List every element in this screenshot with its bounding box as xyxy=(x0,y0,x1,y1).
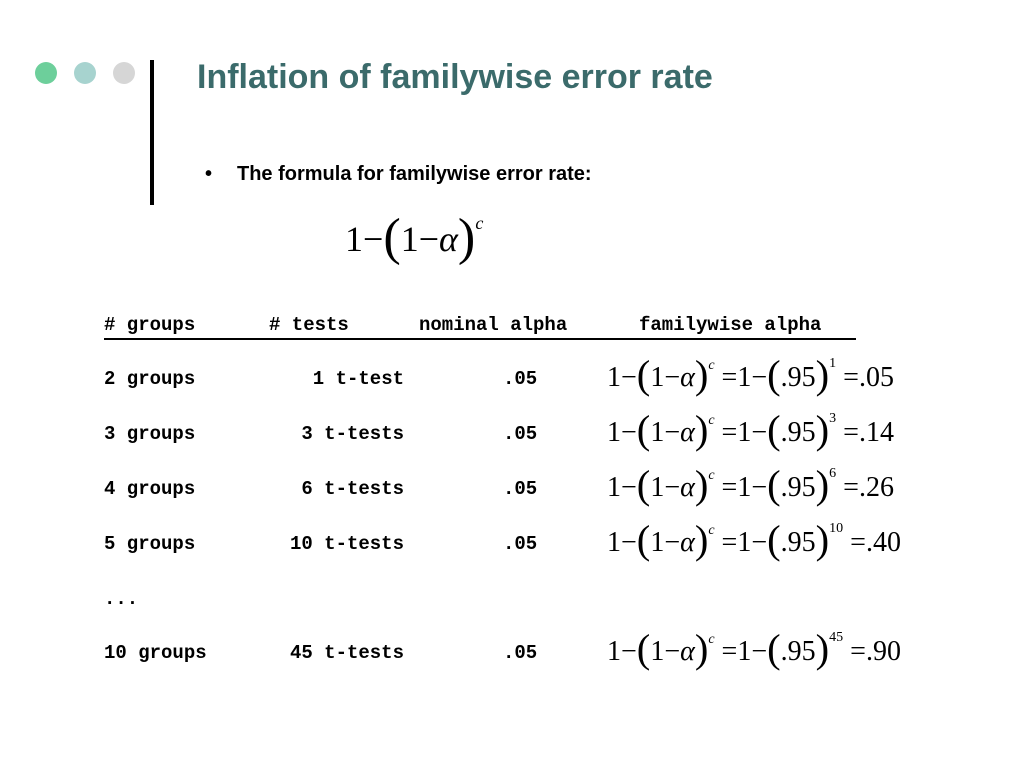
row-formula-exponent: c xyxy=(708,631,715,647)
row-formula-exponent: c xyxy=(708,522,715,538)
row-formula-equals: = xyxy=(721,527,738,558)
row-formula-one-inner: 1 xyxy=(650,472,665,503)
bullet-item xyxy=(205,163,592,186)
row-formula-equals: = xyxy=(721,636,738,667)
decorative-dot-teal xyxy=(74,62,96,84)
decorative-dot-green xyxy=(35,62,57,84)
row-formula-equals-2: = xyxy=(843,417,859,448)
formula-minus-inner: − xyxy=(418,219,440,259)
row-formula-equals: = xyxy=(721,417,738,448)
row-power: 45 xyxy=(829,630,844,646)
row-formula-one: 1 xyxy=(607,472,621,503)
row-groups: 2 groups xyxy=(104,368,196,390)
row-familywise-formula: $1-(1-\alpha)^c =1-(.95)^{45} =.90$ xyxy=(607,626,901,672)
header-groups: # groups xyxy=(104,314,196,336)
row-nominal-alpha: .05 xyxy=(503,423,538,445)
formula-one: 1 xyxy=(345,219,363,259)
slide-title: Inflation of familywise error rate xyxy=(197,58,713,96)
row-power: 10 xyxy=(829,521,844,537)
row-familywise-formula: $1-(1-\alpha)^c =1-(.95)^1 =.05$ xyxy=(607,352,894,398)
row-formula-one: 1 xyxy=(607,417,621,448)
row-groups: 4 groups xyxy=(104,478,196,500)
row-tests: 6 t-tests xyxy=(301,478,404,500)
row-formula-one-rhs: 1 xyxy=(737,527,752,558)
row-formula-minus-rhs: − xyxy=(751,472,768,503)
row-formula-equals: = xyxy=(721,362,738,393)
row-formula-base: .95 xyxy=(780,362,816,393)
row-formula-equals-2: = xyxy=(850,527,866,558)
row-result: .14 xyxy=(858,417,894,448)
row-power: 6 xyxy=(829,466,837,482)
bullet-marker: • xyxy=(205,163,213,185)
row-formula-one-rhs: 1 xyxy=(737,472,752,503)
row-formula-exponent: c xyxy=(708,467,715,483)
row-nominal-alpha: .05 xyxy=(503,478,538,500)
row-tests: 10 t-tests xyxy=(289,533,404,555)
row-power: 1 xyxy=(829,356,837,372)
row-formula-one-inner: 1 xyxy=(650,362,665,393)
formula-minus: − xyxy=(363,219,384,259)
row-formula-minus-inner: − xyxy=(664,527,681,558)
row-formula-equals-2: = xyxy=(850,636,866,667)
row-result: .26 xyxy=(858,472,894,503)
row-formula-base: .95 xyxy=(780,472,816,503)
row-formula-one: 1 xyxy=(607,527,621,558)
row-formula-minus-rhs: − xyxy=(751,636,768,667)
formula-one-inner: 1 xyxy=(400,219,419,259)
row-formula-alpha: α xyxy=(680,362,695,393)
header-familywise-alpha: familywise alpha xyxy=(639,314,822,336)
header-tests: # tests xyxy=(269,314,349,336)
row-formula-minus-rhs: − xyxy=(751,417,768,448)
row-formula-alpha: α xyxy=(680,417,695,448)
row-familywise-formula: $1-(1-\alpha)^c =1-(.95)^3 =.14$ xyxy=(607,407,894,453)
row-formula-minus: − xyxy=(621,472,637,503)
row-formula-minus-inner: − xyxy=(664,472,681,503)
row-formula-one-rhs: 1 xyxy=(737,362,752,393)
header-nominal-alpha: nominal alpha xyxy=(419,314,568,336)
row-formula-alpha: α xyxy=(680,636,695,667)
row-formula-minus: − xyxy=(621,636,637,667)
row-formula-equals: = xyxy=(721,472,738,503)
row-familywise-formula: $1-(1-\alpha)^c =1-(.95)^6 =.26$ xyxy=(607,462,894,508)
row-formula-equals-2: = xyxy=(843,362,859,393)
decorative-dot-gray xyxy=(113,62,135,84)
row-formula-one-inner: 1 xyxy=(650,527,665,558)
row-formula-equals-2: = xyxy=(843,472,859,503)
bullet-text: The formula for familywise error rate: xyxy=(237,163,592,185)
row-formula-minus: − xyxy=(621,527,637,558)
row-formula-minus-inner: − xyxy=(664,636,681,667)
row-formula-exponent: c xyxy=(708,412,715,428)
row-tests: 45 t-tests xyxy=(289,642,404,664)
row-formula-base: .95 xyxy=(780,636,816,667)
row-formula-alpha: α xyxy=(680,472,695,503)
row-formula-one-inner: 1 xyxy=(650,636,665,667)
row-result: .90 xyxy=(865,636,901,667)
row-nominal-alpha: .05 xyxy=(503,368,538,390)
row-tests: 1 t-test xyxy=(312,368,404,390)
row-tests: 3 t-tests xyxy=(301,423,404,445)
row-power: 3 xyxy=(829,411,837,427)
row-formula-minus: − xyxy=(621,362,637,393)
row-formula-base: .95 xyxy=(780,527,816,558)
row-formula-base: .95 xyxy=(780,417,816,448)
row-formula-exponent: c xyxy=(708,357,715,373)
row-formula-one-rhs: 1 xyxy=(737,417,752,448)
row-formula-alpha: α xyxy=(680,527,695,558)
row-formula-one: 1 xyxy=(607,362,621,393)
row-familywise-formula: $1-(1-\alpha)^c =1-(.95)^{10} =.40$ xyxy=(607,517,901,563)
row-nominal-alpha: .05 xyxy=(503,642,538,664)
title-divider xyxy=(150,60,154,205)
row-formula-one-inner: 1 xyxy=(650,417,665,448)
row-groups: 10 groups xyxy=(104,642,207,664)
row-formula-minus-inner: − xyxy=(664,417,681,448)
row-formula-minus-inner: − xyxy=(664,362,681,393)
row-formula-minus: − xyxy=(621,417,637,448)
formula-exponent: c xyxy=(475,212,484,233)
row-nominal-alpha: .05 xyxy=(503,533,538,555)
row-formula-minus-rhs: − xyxy=(751,362,768,393)
row-formula-one-rhs: 1 xyxy=(737,636,752,667)
header-underline xyxy=(104,338,856,340)
table-ellipsis: ... xyxy=(104,588,139,610)
row-groups: 5 groups xyxy=(104,533,196,555)
row-formula-minus-rhs: − xyxy=(751,527,768,558)
formula-alpha: α xyxy=(439,219,458,259)
row-result: .05 xyxy=(858,362,894,393)
familywise-formula: $1-(1-\alpha)^c$ xyxy=(345,208,484,267)
row-result: .40 xyxy=(865,527,901,558)
row-groups: 3 groups xyxy=(104,423,196,445)
row-formula-one: 1 xyxy=(607,636,621,667)
